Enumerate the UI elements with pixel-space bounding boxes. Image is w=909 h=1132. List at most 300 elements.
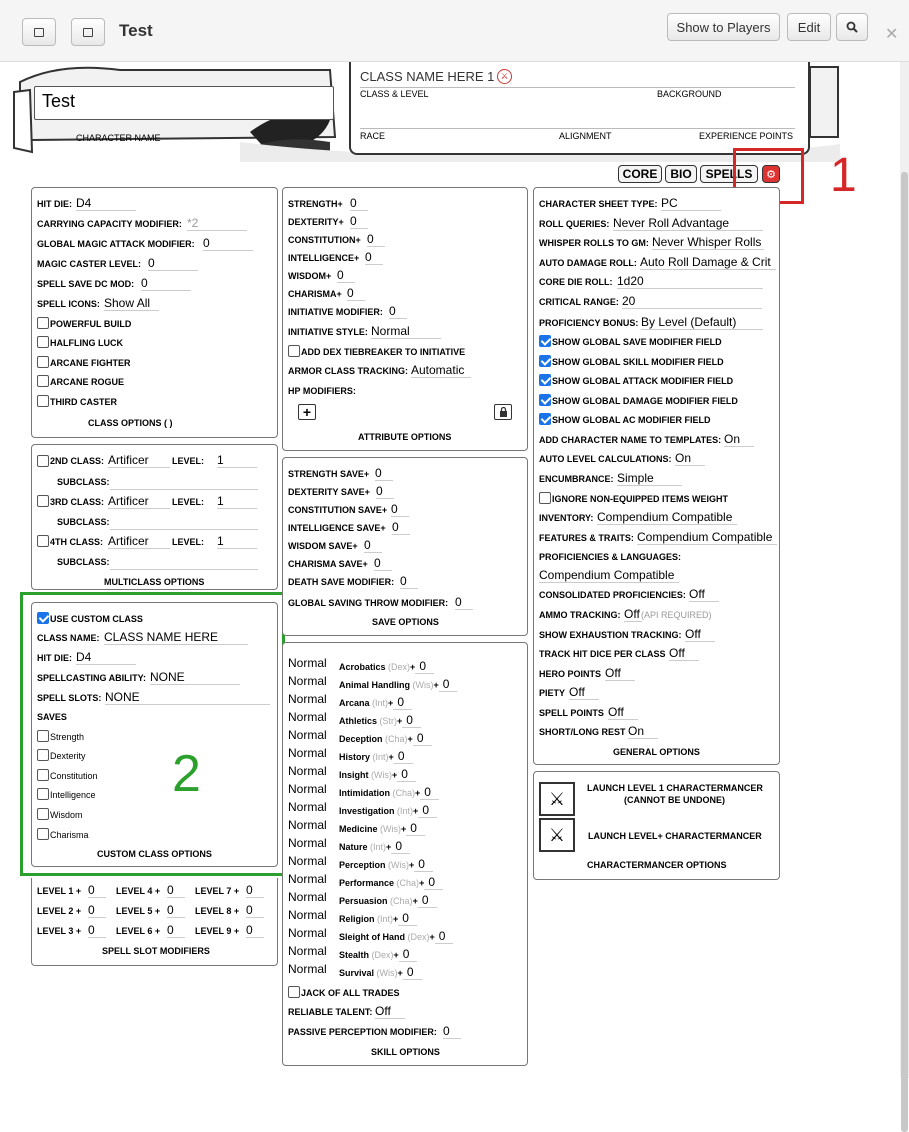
launch-level1-charactermancer-button[interactable] <box>539 782 575 816</box>
skill-row <box>339 821 425 835</box>
skill-row <box>339 929 453 943</box>
skill-modifier-input[interactable]: 0 <box>394 749 413 764</box>
slot-level-8-input[interactable]: 0 <box>246 903 264 918</box>
use-custom-class-label: USE CUSTOM CLASS <box>50 614 143 624</box>
custom-hit-die-label: HIT DIE: <box>37 653 72 663</box>
skill-plus: + <box>412 896 418 906</box>
print-icon <box>83 28 93 37</box>
skill-ability: (Cha) <box>390 896 413 906</box>
skill-row <box>339 839 410 853</box>
passive-perception-input[interactable]: 0 <box>443 1024 461 1039</box>
show-global-ac-checkbox[interactable] <box>539 413 551 425</box>
skill-row <box>339 749 413 763</box>
spell-icons-select[interactable]: Show All <box>104 296 159 311</box>
class-level-label: CLASS & LEVEL <box>360 89 429 99</box>
2nd-class-level-select[interactable]: 1 <box>217 453 257 468</box>
arcane-fighter-checkbox[interactable] <box>37 356 49 368</box>
inventory-select[interactable]: Compendium Compatible <box>597 510 737 525</box>
core-die-roll-label: CORE DIE ROLL: <box>539 277 613 287</box>
show-global-skill-label: SHOW GLOBAL SKILL MODIFIER FIELD <box>552 357 724 367</box>
charactermancer-icon: ⚔ <box>548 824 566 845</box>
features-traits-select[interactable]: Compendium Compatible <box>637 530 777 545</box>
skill-proficiency-select[interactable]: Normal <box>288 764 327 778</box>
intelligence-save-input[interactable]: 0 <box>392 520 410 535</box>
halfling-luck-checkbox[interactable] <box>37 336 49 348</box>
spell-points-select[interactable]: Off <box>608 705 638 720</box>
armor-class-tracking-label: ARMOR CLASS TRACKING: <box>288 366 408 376</box>
add-char-name-select[interactable]: On <box>724 432 754 447</box>
critical-range-input[interactable]: 20 <box>622 294 762 309</box>
dex-tiebreaker-label: ADD DEX TIEBREAKER TO INITIATIVE <box>301 347 466 357</box>
charisma-save-input[interactable]: 0 <box>374 556 392 571</box>
auto-damage-roll-select[interactable]: Auto Roll Damage & Crit <box>640 255 776 270</box>
skill-ability: (Cha) <box>396 878 420 888</box>
skill-proficiency-select[interactable]: Normal <box>288 674 327 688</box>
critical-range-label: CRITICAL RANGE: <box>539 297 619 307</box>
skill-row <box>339 713 421 727</box>
launch-levelplus-label: LAUNCH LEVEL+ CHARACTERMANCER <box>588 831 762 841</box>
piety-select[interactable]: Off <box>569 685 599 700</box>
skill-name: Insight <box>339 770 369 780</box>
level-label: LEVEL: <box>172 497 205 507</box>
2nd-class-checkbox[interactable] <box>37 455 49 467</box>
save-options-title: SAVE OPTIONS <box>372 617 439 627</box>
skill-proficiency-select[interactable]: Normal <box>288 818 327 832</box>
charactermancer-icon[interactable]: ⚔ <box>497 69 512 84</box>
3rd-class-checkbox[interactable] <box>37 495 49 507</box>
add-hp-modifier-button[interactable] <box>298 404 316 420</box>
auto-level-calc-select[interactable]: On <box>675 451 705 466</box>
skill-row <box>339 659 434 673</box>
death-save-mod-input[interactable]: 0 <box>400 574 418 589</box>
skill-proficiency-select[interactable]: Normal <box>288 872 327 886</box>
launch-levelplus-charactermancer-button[interactable] <box>539 818 575 852</box>
third-caster-checkbox[interactable] <box>37 395 49 407</box>
show-global-attack-checkbox[interactable] <box>539 374 551 386</box>
scrollbar[interactable] <box>900 62 909 1078</box>
show-global-ac-label: SHOW GLOBAL AC MODIFIER FIELD <box>552 415 711 425</box>
3rd-subclass-input[interactable] <box>110 516 258 530</box>
4th-class-select[interactable]: Artificer <box>108 534 170 549</box>
skill-modifier-input[interactable]: 0 <box>391 839 410 854</box>
strength-mod-input[interactable]: 0 <box>350 196 368 211</box>
3rd-class-label: 3RD CLASS: <box>50 497 105 507</box>
skill-name: Arcana <box>339 698 370 708</box>
settings-gear-icon[interactable]: ⚙ <box>762 165 780 183</box>
skill-ability: (Int) <box>377 914 394 924</box>
subclass-label: SUBCLASS: <box>57 477 110 487</box>
experience-points-label: EXPERIENCE POINTS <box>699 131 794 141</box>
skill-ability: (Str) <box>379 716 398 726</box>
charisma-mod-label: CHARISMA+ <box>288 289 342 299</box>
global-saving-throw-input[interactable]: 0 <box>455 595 473 610</box>
skill-ability: (Int) <box>397 806 414 816</box>
slot-level-7-label: LEVEL 7 + <box>195 886 240 896</box>
skill-proficiency-select[interactable]: Normal <box>288 854 327 868</box>
death-save-mod-label: DEATH SAVE MODIFIER: <box>288 577 395 587</box>
skill-modifier-input[interactable]: 0 <box>413 731 432 746</box>
slot-level-6-input[interactable]: 0 <box>167 923 185 938</box>
skill-name: Deception <box>339 734 383 744</box>
auto-level-calc-label: AUTO LEVEL CALCULATIONS: <box>539 454 672 464</box>
slot-level-7-input[interactable]: 0 <box>246 883 264 898</box>
lock-hp-modifiers-button[interactable] <box>494 404 512 420</box>
close-icon[interactable]: ✕ <box>885 26 899 43</box>
skill-ability: (Wis) <box>371 770 393 780</box>
custom-hit-die-select[interactable]: D4 <box>76 650 136 665</box>
4th-class-level-select[interactable]: 1 <box>217 534 257 549</box>
arcane-fighter-label: ARCANE FIGHTER <box>50 358 131 368</box>
roll-queries-label: ROLL QUERIES: <box>539 219 610 229</box>
sheet-type-label: CHARACTER SHEET TYPE: <box>539 199 658 209</box>
ignore-non-equipped-checkbox[interactable] <box>539 492 551 504</box>
global-magic-attack-label: GLOBAL MAGIC ATTACK MODIFIER: <box>37 239 195 249</box>
attribute-options-title: ATTRIBUTE OPTIONS <box>358 432 452 442</box>
dialog-titlebar <box>0 0 909 62</box>
save-dexterity-label: Dexterity <box>50 751 86 761</box>
skill-name: Stealth <box>339 950 370 960</box>
skill-proficiency-select[interactable]: Normal <box>288 782 327 796</box>
show-to-players-button[interactable]: Show to Players <box>667 13 780 41</box>
skill-modifier-input[interactable]: 0 <box>406 821 425 836</box>
short-long-rest-select[interactable]: On <box>628 724 658 739</box>
skill-plus: + <box>407 734 413 744</box>
skill-ability: (Dex) <box>407 932 430 942</box>
4th-class-label: 4TH CLASS: <box>50 537 104 547</box>
prof-languages-label: PROFICIENCIES & LANGUAGES: <box>539 552 682 562</box>
skill-modifier-input[interactable]: 0 <box>393 695 412 710</box>
skill-proficiency-select[interactable]: Normal <box>288 962 327 976</box>
encumbrance-select[interactable]: Simple <box>617 471 682 486</box>
exhaustion-tracking-label: SHOW EXHAUSTION TRACKING: <box>539 630 682 640</box>
character-name-label: CHARACTER NAME <box>76 133 161 143</box>
skill-proficiency-select[interactable]: Normal <box>288 890 327 904</box>
4th-class-checkbox[interactable] <box>37 535 49 547</box>
annotation-number-1: 1 <box>830 149 857 202</box>
proficiency-bonus-select[interactable]: By Level (Default) <box>641 315 763 330</box>
skill-row <box>339 803 437 817</box>
whisper-rolls-select[interactable]: Never Whisper Rolls <box>652 235 764 250</box>
strength-mod-label: STRENGTH+ <box>288 199 343 209</box>
initiative-mod-label: INITIATIVE MODIFIER: <box>288 307 383 317</box>
dexterity-mod-input[interactable]: 0 <box>350 214 368 229</box>
save-wisdom-label: Wisdom <box>50 810 83 820</box>
intelligence-mod-input[interactable]: 0 <box>365 250 383 265</box>
initiative-mod-input[interactable]: 0 <box>389 304 407 319</box>
carry-capacity-input[interactable]: *2 <box>187 216 247 231</box>
spellcasting-ability-label: SPELLCASTING ABILITY: <box>37 673 146 683</box>
skill-modifier-input[interactable]: 0 <box>435 929 454 944</box>
skill-modifier-input[interactable]: 0 <box>415 659 434 674</box>
skill-name: Animal Handling <box>339 680 411 690</box>
alignment-label: ALIGNMENT <box>559 131 612 141</box>
skill-plus: + <box>388 698 394 708</box>
global-saving-throw-label: GLOBAL SAVING THROW MODIFIER: <box>288 598 449 608</box>
skill-row <box>339 857 433 871</box>
wisdom-mod-input[interactable]: 0 <box>337 268 355 283</box>
skill-modifier-input[interactable]: 0 <box>397 767 416 782</box>
skill-modifier-input[interactable]: 0 <box>402 713 421 728</box>
inventory-label: INVENTORY: <box>539 513 594 523</box>
popout-button[interactable] <box>22 18 56 46</box>
hero-points-select[interactable]: Off <box>605 666 635 681</box>
save-charisma-label: Charisma <box>50 830 89 840</box>
constitution-save-label: CONSTITUTION SAVE+ <box>288 505 388 515</box>
skill-row <box>339 911 417 925</box>
divider <box>360 87 795 88</box>
slot-level-2-label: LEVEL 2 + <box>37 906 82 916</box>
skill-name: History <box>339 752 371 762</box>
save-intelligence-label: Intelligence <box>50 790 96 800</box>
skill-proficiency-select[interactable]: Normal <box>288 656 327 670</box>
hero-points-label: HERO POINTS <box>539 669 602 679</box>
divider <box>360 128 795 129</box>
skill-row <box>339 875 443 889</box>
hp-modifiers-label: HP MODIFIERS: <box>288 386 356 396</box>
passive-perception-label: PASSIVE PERCEPTION MODIFIER: <box>288 1027 437 1037</box>
show-global-attack-label: SHOW GLOBAL ATTACK MODIFIER FIELD <box>552 376 734 386</box>
show-global-damage-checkbox[interactable] <box>539 394 551 406</box>
ignore-non-equipped-label: IGNORE NON-EQUIPPED ITEMS WEIGHT <box>552 494 729 504</box>
slot-level-6-label: LEVEL 6 + <box>116 926 161 936</box>
search-button[interactable] <box>836 13 868 41</box>
skill-plus: + <box>392 770 398 780</box>
features-traits-label: FEATURES & TRAITS: <box>539 533 634 543</box>
skill-plus: + <box>410 662 416 672</box>
slot-level-2-input[interactable]: 0 <box>88 903 106 918</box>
track-hit-dice-select[interactable]: Off <box>669 646 699 661</box>
spell-points-label: SPELL POINTS <box>539 708 604 718</box>
powerful-build-label: POWERFUL BUILD <box>50 319 132 329</box>
skill-name: Perception <box>339 860 386 870</box>
piety-label: PIETY <box>539 688 566 698</box>
slot-level-9-label: LEVEL 9 + <box>195 926 240 936</box>
skill-proficiency-select[interactable]: Normal <box>288 710 327 724</box>
skill-modifier-input[interactable]: 0 <box>398 911 417 926</box>
skill-plus: + <box>386 842 392 852</box>
print-button[interactable] <box>71 18 105 46</box>
skill-proficiency-select[interactable]: Normal <box>288 800 327 814</box>
sheet-type-select[interactable]: PC <box>661 196 721 211</box>
skill-name: Medicine <box>339 824 378 834</box>
skill-name: Religion <box>339 914 375 924</box>
skill-plus: + <box>429 932 435 942</box>
skill-plus: + <box>397 716 403 726</box>
level-label: LEVEL: <box>172 537 205 547</box>
skill-plus: + <box>393 950 399 960</box>
initiative-style-select[interactable]: Normal <box>371 324 441 339</box>
dexterity-save-label: DEXTERITY SAVE+ <box>288 487 370 497</box>
skill-row <box>339 731 432 745</box>
save-constitution-label: Constitution <box>50 771 98 781</box>
skill-proficiency-select[interactable]: Normal <box>288 908 327 922</box>
wisdom-save-input[interactable]: 0 <box>364 538 382 553</box>
class-options-title: CLASS OPTIONS ( ) <box>88 418 173 428</box>
general-options-title: GENERAL OPTIONS <box>613 747 700 757</box>
skill-modifier-input[interactable]: 0 <box>420 785 439 800</box>
spell-save-dc-input[interactable]: 0 <box>141 276 191 291</box>
skill-ability: (Cha) <box>392 788 416 798</box>
armor-class-tracking-select[interactable]: Automatic <box>411 363 471 378</box>
lock-icon <box>499 407 508 417</box>
skill-name: Persuasion <box>339 896 388 906</box>
show-global-save-label: SHOW GLOBAL SAVE MODIFIER FIELD <box>552 337 722 347</box>
skill-name: Intimidation <box>339 788 390 798</box>
wisdom-save-label: WISDOM SAVE+ <box>288 541 358 551</box>
2nd-class-select[interactable]: Artificer <box>108 453 170 468</box>
skill-name: Performance <box>339 878 395 888</box>
spell-slots-label: SPELL SLOTS: <box>37 693 102 703</box>
search-icon <box>846 21 858 33</box>
strength-save-label: STRENGTH SAVE+ <box>288 469 370 479</box>
intelligence-save-label: INTELLIGENCE SAVE+ <box>288 523 386 533</box>
character-name-input[interactable]: Test <box>42 91 76 111</box>
4th-subclass-input[interactable] <box>110 556 258 570</box>
strength-save-input[interactable]: 0 <box>375 466 393 481</box>
skill-proficiency-select[interactable]: Normal <box>288 728 327 742</box>
custom-class-name-input[interactable]: CLASS NAME HERE <box>104 630 248 645</box>
skill-name: Nature <box>339 842 368 852</box>
core-die-roll-input[interactable]: 1d20 <box>617 274 763 289</box>
hit-die-select[interactable]: D4 <box>76 196 136 211</box>
magic-caster-level-label: MAGIC CASTER LEVEL: <box>37 259 142 269</box>
skill-modifier-input[interactable]: 0 <box>403 965 422 980</box>
magic-caster-level-input[interactable]: 0 <box>148 256 198 271</box>
spell-slots-select[interactable]: NONE <box>105 690 270 705</box>
skill-name: Sleight of Hand <box>339 932 405 942</box>
exhaustion-tracking-select[interactable]: Off <box>685 627 715 642</box>
skill-row <box>339 965 422 979</box>
skill-plus: + <box>388 752 394 762</box>
skill-modifier-input[interactable]: 0 <box>418 803 437 818</box>
spell-save-dc-label: SPELL SAVE DC MOD: <box>37 279 135 289</box>
show-global-damage-label: SHOW GLOBAL DAMAGE MODIFIER FIELD <box>552 396 738 406</box>
subclass-label: SUBCLASS: <box>57 557 110 567</box>
2nd-subclass-input[interactable] <box>110 476 258 490</box>
proficiency-bonus-label: PROFICIENCY BONUS: <box>539 318 639 328</box>
spellcasting-ability-select[interactable]: NONE <box>150 670 240 685</box>
spell-icons-label: SPELL ICONS: <box>37 299 100 309</box>
slot-level-8-label: LEVEL 8 + <box>195 906 240 916</box>
dexterity-save-input[interactable]: 0 <box>376 484 394 499</box>
arcane-rogue-checkbox[interactable] <box>37 375 49 387</box>
skill-proficiency-select[interactable]: Normal <box>288 746 327 760</box>
hit-die-label: HIT DIE: <box>37 199 72 209</box>
carry-capacity-label: CARRYING CAPACITY MODIFIER: <box>37 219 182 229</box>
jack-of-all-trades-checkbox[interactable] <box>288 986 300 998</box>
add-char-name-label: ADD CHARACTER NAME TO TEMPLATES: <box>539 435 722 445</box>
skill-modifier-input[interactable]: 0 <box>439 677 458 692</box>
halfling-luck-label: HALFLING LUCK <box>50 338 123 348</box>
show-global-skill-checkbox[interactable] <box>539 355 551 367</box>
skill-options-title: SKILL OPTIONS <box>371 1047 440 1057</box>
slot-level-5-input[interactable]: 0 <box>167 903 185 918</box>
skill-plus: + <box>415 788 421 798</box>
slot-level-9-input[interactable]: 0 <box>246 923 264 938</box>
skill-modifier-input[interactable]: 0 <box>424 875 443 890</box>
character-name-box <box>34 86 334 120</box>
tab-spells[interactable]: SPELLS <box>700 165 758 183</box>
arcane-rogue-label: ARCANE ROGUE <box>50 377 125 387</box>
skill-plus: + <box>397 968 403 978</box>
tab-bio[interactable]: BIO <box>665 165 697 183</box>
skill-ability: (Wis) <box>380 824 402 834</box>
roll-queries-select[interactable]: Never Roll Advantage <box>613 216 763 231</box>
charisma-save-label: CHARISMA SAVE+ <box>288 559 368 569</box>
skill-plus: + <box>419 878 425 888</box>
slot-level-1-input[interactable]: 0 <box>88 883 106 898</box>
window-title: Test <box>119 21 153 40</box>
ammo-tracking-label: AMMO TRACKING: <box>539 610 621 620</box>
slot-level-4-input[interactable]: 0 <box>167 883 185 898</box>
tab-core[interactable]: CORE <box>618 165 662 183</box>
skill-row <box>339 785 439 799</box>
charactermancer-icon: ⚔ <box>548 788 566 809</box>
skill-row <box>339 677 457 691</box>
constitution-save-input[interactable]: 0 <box>391 502 409 517</box>
slot-level-3-input[interactable]: 0 <box>88 923 106 938</box>
race-label: RACE <box>360 131 386 141</box>
prof-languages-select[interactable]: Compendium Compatible <box>539 568 679 583</box>
skill-ability: (Int) <box>372 752 389 762</box>
short-long-rest-label: SHORT/LONG REST <box>539 727 626 737</box>
subclass-label: SUBCLASS: <box>57 517 110 527</box>
dexterity-mod-label: DEXTERITY+ <box>288 217 344 227</box>
intelligence-mod-label: INTELLIGENCE+ <box>288 253 360 263</box>
skill-modifier-input[interactable]: 0 <box>418 893 437 908</box>
cannot-be-undone-label: (CANNOT BE UNDONE) <box>624 795 725 805</box>
skill-modifier-input[interactable]: 0 <box>414 857 433 872</box>
custom-class-options-title: CUSTOM CLASS OPTIONS <box>97 849 212 859</box>
skill-ability: (Dex) <box>388 662 411 672</box>
dex-tiebreaker-checkbox[interactable] <box>288 345 300 357</box>
custom-class-name-label: CLASS NAME: <box>37 633 100 643</box>
show-global-save-checkbox[interactable] <box>539 335 551 347</box>
spell-slot-modifiers-title: SPELL SLOT MODIFIERS <box>102 946 210 956</box>
skill-ability: (Int) <box>370 842 387 852</box>
consolidated-prof-select[interactable]: Off <box>689 587 719 602</box>
ammo-tracking-select[interactable]: Off <box>624 607 642 622</box>
skill-name: Acrobatics <box>339 662 386 672</box>
skill-ability: (Cha) <box>385 734 408 744</box>
skill-modifier-input[interactable]: 0 <box>399 947 418 962</box>
track-hit-dice-label: TRACK HIT DICE PER CLASS <box>539 649 666 659</box>
skill-proficiency-select[interactable]: Normal <box>288 692 327 706</box>
skill-proficiency-select[interactable]: Normal <box>288 836 327 850</box>
constitution-mod-label: CONSTITUTION+ <box>288 235 361 245</box>
2nd-class-label: 2ND CLASS: <box>50 456 105 466</box>
auto-damage-roll-label: AUTO DAMAGE ROLL: <box>539 258 637 268</box>
consolidated-prof-label: CONSOLIDATED PROFICIENCIES: <box>539 590 686 600</box>
slot-level-4-label: LEVEL 4 + <box>116 886 161 896</box>
edit-button[interactable]: Edit <box>787 13 831 41</box>
3rd-class-select[interactable]: Artificer <box>108 494 170 509</box>
skill-plus: + <box>433 680 439 690</box>
scrollbar-thumb[interactable] <box>901 172 908 1132</box>
skill-proficiency-select[interactable]: Normal <box>288 926 327 940</box>
global-magic-attack-input[interactable]: 0 <box>203 236 253 251</box>
skill-name: Investigation <box>339 806 395 816</box>
skill-ability: (Wis) <box>388 860 410 870</box>
constitution-mod-input[interactable]: 0 <box>367 232 385 247</box>
charisma-mod-input[interactable]: 0 <box>347 286 365 301</box>
skill-row <box>339 695 412 709</box>
powerful-build-checkbox[interactable] <box>37 317 49 329</box>
3rd-class-level-select[interactable]: 1 <box>217 494 257 509</box>
reliable-talent-select[interactable]: Off <box>375 1004 405 1019</box>
skill-proficiency-select[interactable]: Normal <box>288 944 327 958</box>
class-level-value[interactable]: CLASS NAME HERE 1 <box>360 69 495 84</box>
